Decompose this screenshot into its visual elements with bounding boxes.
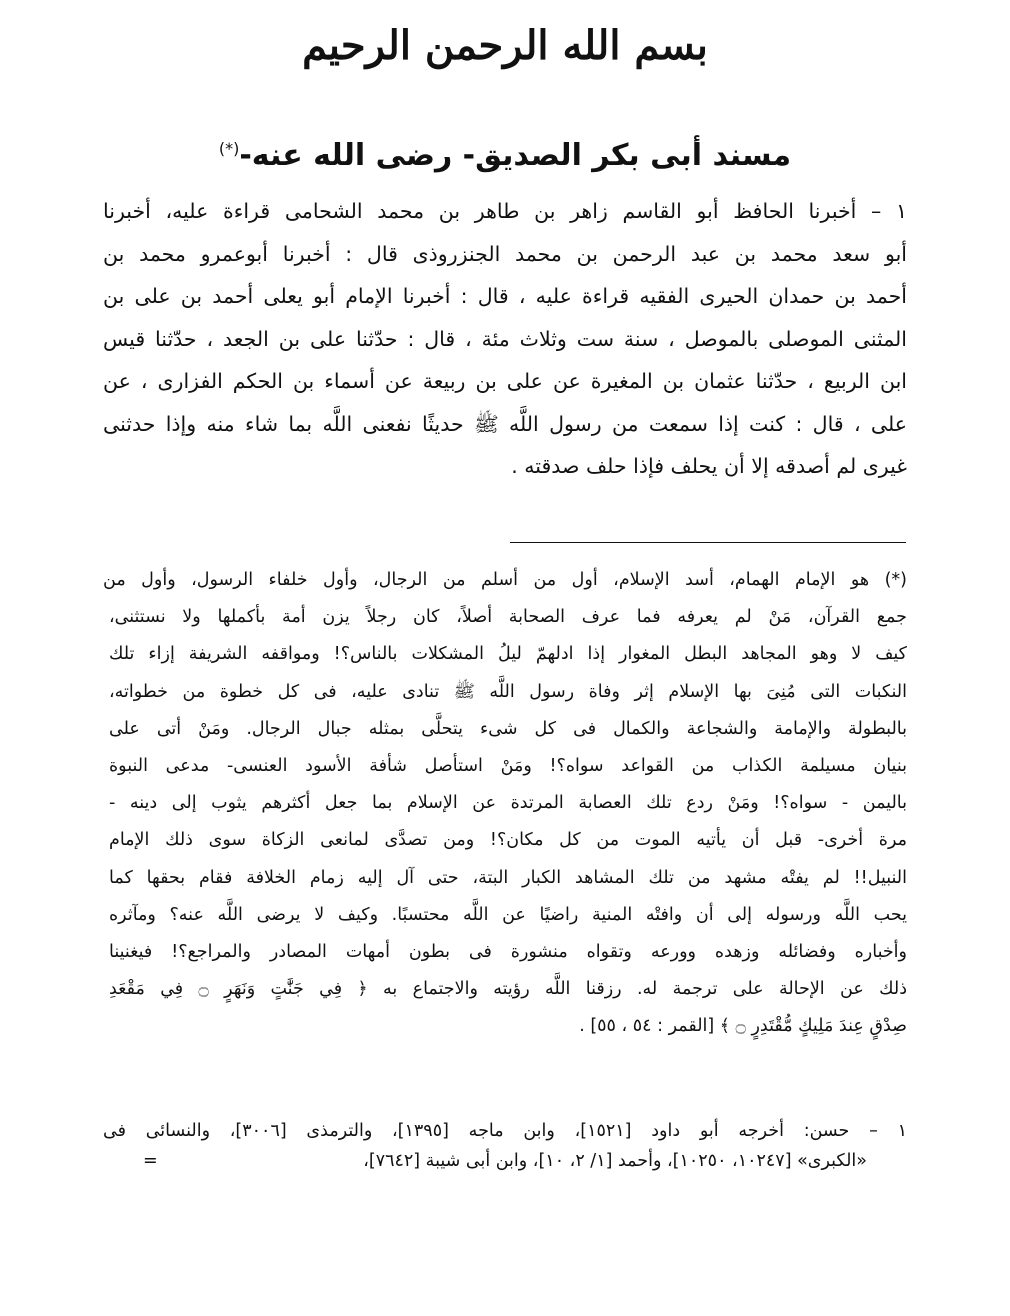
title-footnote-marker: (*) <box>218 139 240 158</box>
reference-line-2 <box>103 1151 907 1171</box>
hadith-line: ١ – أخبرنا الحافظ أبو القاسم زاهر بن طاهر بن محمد الشحامى قراءة عليه، أخبرنا <box>103 199 907 223</box>
footnote-line: ذلك عن الإحالة على ترجمة له. رزقنا اللَّه رؤيته والاجتماع به ﴿ فِي جَنَّٰتٍ وَنَهَرٍ ۝ فِي مَقْعَدِ <box>109 979 907 1000</box>
footnote-line: (*) هو الإمام الهمام، أسد الإسلام، أول من أسلم من الرجال، وأول خلفاء الرسول، وأول من <box>103 570 907 590</box>
hadith-line: ابن الربيع ، حدّثنا عثمان بن المغيرة عن على بن ربيعة عن أسماء بن الحكم الفزارى ، عن <box>103 369 907 393</box>
footnote-line: بالبطولة والإمامة والشجاعة والكمال فى كل شىء يتحلَّى بمثله جبال الرجال. ومَنْ أتى على <box>109 718 907 739</box>
hadith-line: على ، قال : كنت إذا سمعت من رسول اللَّه ﷺ حديثًا نفعنى اللَّه بما شاء منه وإذا حدثنى <box>103 411 907 436</box>
reference-text: «الكبرى» [١٠٢٤٧، ١٠٢٥٠]، وأحمد [١/ ٢، ١٠]، وابن أبى شيبة [٧٦٤٢]، <box>363 1151 867 1171</box>
hadith-line: أحمد بن حمدان الحيرى الفقيه قراءة عليه ، قال : أخبرنا الإمام أبو يعلى أحمد بن على بن <box>103 284 907 308</box>
hadith-text <box>103 190 907 488</box>
footnote-line: باليمن - سواه؟! ومَنْ ردع تلك العصابة المرتدة عن الإسلام بما جعل أكثرهم يثوب إلى دينه - <box>109 793 907 814</box>
hadith-line: المثنى الموصلى بالموصل ، سنة ست وثلاث مئة ، قال : حدّثنا على بن الجعد ، حدّثنا قيس <box>103 326 907 351</box>
footnote-line: صِدْقٍ عِندَ مَلِيكٍ مُّقْتَدِرٍ ۝ ﴾ [القمر : ٥٤ ، ٥٥] . <box>579 1016 907 1037</box>
page-title <box>0 138 1010 173</box>
continuation-mark: = <box>143 1151 158 1171</box>
footnote-line: النبيل!! لم يفتْه مشهد من تلك المشاهد الكبار البتة، حتى آل إليه زمام الخلافة فقام بحقها كما <box>109 867 907 888</box>
hadith-line: غيرى لم أصدقه إلا أن يحلف فإذا حلف صدقته . <box>511 454 907 478</box>
footnote-line: كيف لا وهو المجاهد البطل المغوار إذا ادلهمّ ليلُ المشكلات بالناس؟! ومواقفه الشريفة إزاء تلك <box>109 644 907 665</box>
footnote-line: جمع القرآن، مَنْ لم يعرفه فما عرف الصحابة أصلاً، كان رجلاً يزن أمة بأكملها ولا نستثنى، <box>109 607 907 628</box>
footnote-line: النكبات التى مُنِىَ بها الإسلام إثر وفاة رسول اللَّه ﷺ تنادى عليه، فى كل خطوة من خطواته، <box>109 681 907 702</box>
reference-line: ١ – حسن: أخرجه أبو داود [١٥٢١]، وابن ماجه [١٣٩٥]، والترمذى [٣٠٠٦]، والنسائى فى <box>103 1121 907 1141</box>
hadith-references <box>103 1112 907 1171</box>
footnote-line: بنيان مسيلمة الكذاب من القواعد سواه؟! ومَنْ استأصل شأفة الأسود العنسى- مدعى النبوة <box>109 755 907 776</box>
basmala-calligraphy: بسم الله الرحمن الرحيم <box>302 22 708 69</box>
footnote-line: يحب اللَّه ورسوله إلى أن وافتْه المنية راضيًا عن اللَّه محتسبًا. وكيف لا يرضى اللَّه عنه؟ ومآثره <box>109 904 907 925</box>
footnote-line: مرة أخرى- قبل أن يأتيه الموت من كل مكان؟! ومن تصدَّى لمانعى الزكاة سوى ذلك الإمام <box>109 830 907 851</box>
hadith-line: أبو سعد محمد بن عبد الرحمن بن محمد الجنزروذى قال : أخبرنا أبوعمرو محمد بن <box>103 241 907 266</box>
footnote-biography <box>103 562 907 1045</box>
footnote-line: وأخباره وفضائله وزهده وورعه وتقواه منشورة فى بطون أمهات المصادر والمراجع؟! فيغنينا <box>109 941 907 962</box>
footnote-separator <box>510 542 906 543</box>
title-text: مسند أبى بكر الصديق- رضى الله عنه- <box>239 138 792 173</box>
